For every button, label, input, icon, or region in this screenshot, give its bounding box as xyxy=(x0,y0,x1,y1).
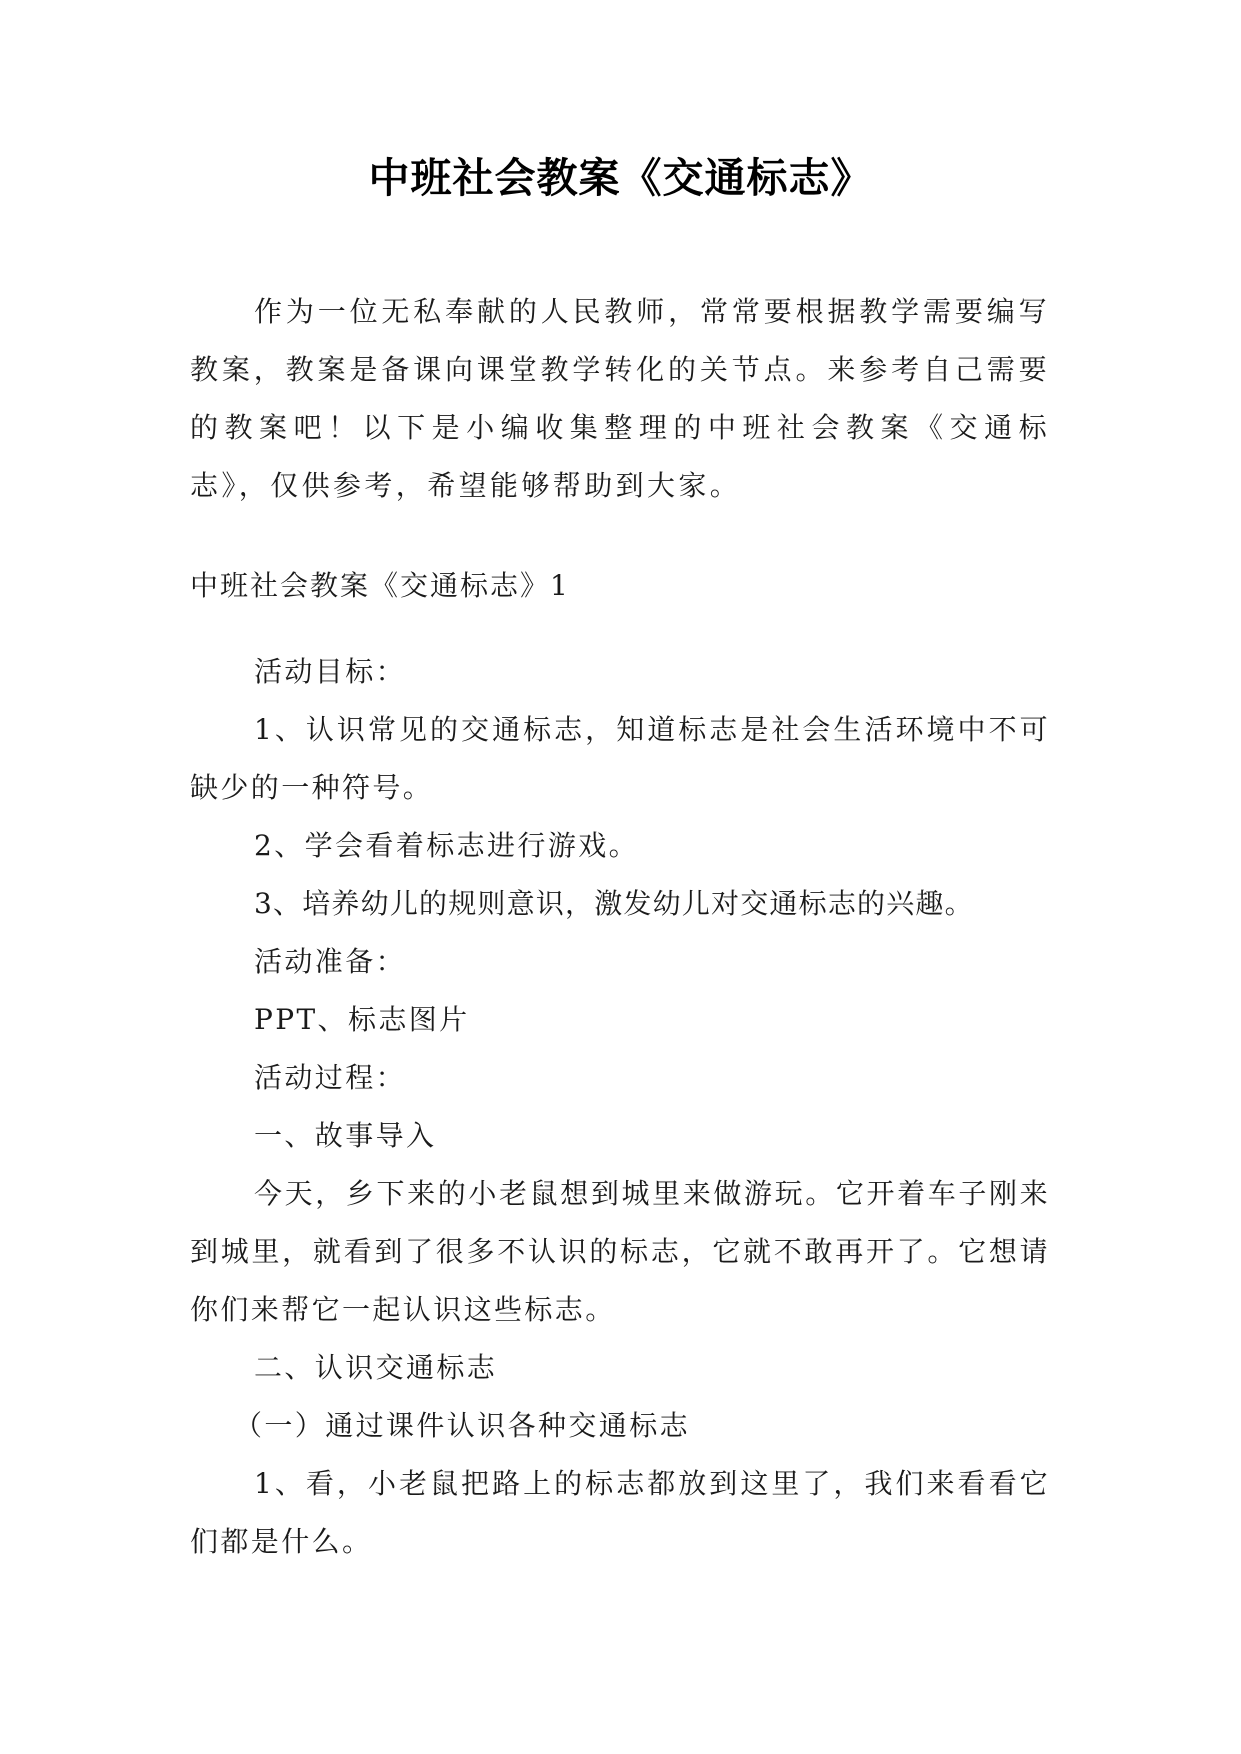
goal-label: 活动目标： xyxy=(254,655,407,688)
step-1-body: 今天，乡下来的小老鼠想到城里来做游玩。它开着车子刚来到城里，就看到了很多不认识的标志，它就不敢再开了。它想请你们来帮它一起认识这些标志。 xyxy=(190,1177,1050,1326)
prep-items: PPT、标志图片 xyxy=(254,1003,470,1036)
section-heading: 中班社会教案《交通标志》1 xyxy=(190,569,570,602)
process-label: 活动过程： xyxy=(254,1061,407,1094)
document-title: 中班社会教案《交通标志》 xyxy=(368,154,873,202)
prep-label: 活动准备： xyxy=(254,945,407,978)
step-1-heading: 一、故事导入 xyxy=(254,1119,437,1152)
intro-paragraph: 作为一位无私奉献的人民教师，常常要根据教学需要编写教案，教案是备课向课堂教学转化的关节点。来参考自己需要的教案吧！以下是小编收集整理的中班社会教案《交通标志》，仅供参考，希望能够帮助到大家。 xyxy=(190,295,1050,502)
goal-item-2: 2、学会看着标志进行游戏。 xyxy=(254,829,640,862)
step-2-subheading: （一）通过课件认识各种交通标志 xyxy=(234,1409,691,1442)
step-2-item-1: 1、看，小老鼠把路上的标志都放到这里了，我们来看看它们都是什么。 xyxy=(190,1467,1050,1558)
goal-item-1: 1、认识常见的交通标志，知道标志是社会生活环境中不可缺少的一种符号。 xyxy=(190,713,1050,804)
step-2-heading: 二、认识交通标志 xyxy=(254,1351,498,1384)
document-body xyxy=(190,283,1050,1571)
goal-item-3: 3、培养幼儿的规则意识，激发幼儿对交通标志的兴趣。 xyxy=(254,887,974,920)
